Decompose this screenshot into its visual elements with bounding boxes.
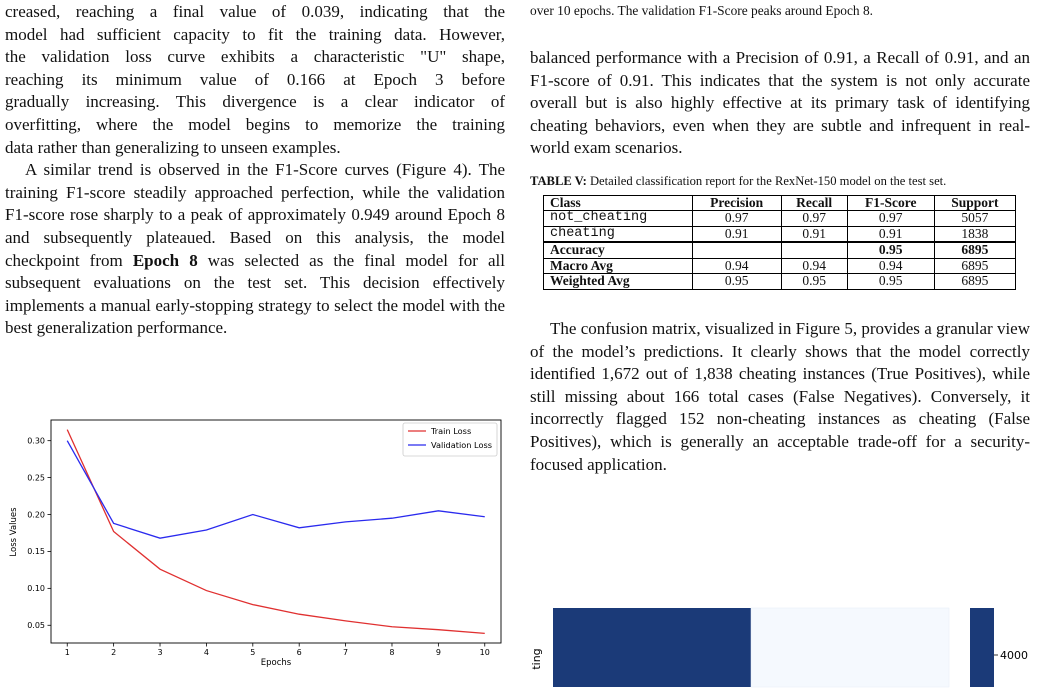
cell-support: 6895: [934, 258, 1015, 274]
figure-caption-fragment: over 10 epochs. The validation F1-Score peaks around Epoch 8.: [530, 3, 873, 18]
cell-precision: 0.95: [692, 274, 781, 290]
x-tick-label: 9: [435, 648, 441, 657]
cell-class: Accuracy: [544, 242, 693, 258]
left-paragraph-1: [5, 0, 505, 159]
right-column: [530, 0, 1030, 670]
y-tick-label: 0.10: [27, 584, 45, 594]
header-class: Class: [544, 195, 693, 211]
cell-support: 6895: [934, 274, 1015, 290]
y-tick-label: 0.20: [27, 510, 45, 520]
y-axis-label: Loss Values: [9, 507, 19, 557]
y-tick-label: 0.15: [27, 547, 45, 557]
left-paragraph-1-line: model had sufficient capacity to fit the training data. However,: [5, 24, 505, 44]
x-tick-label: 8: [389, 648, 395, 657]
table-row: [544, 274, 1016, 290]
cell-support: 1838: [934, 226, 1015, 242]
confusion-matrix-figure: [530, 604, 1050, 687]
header-f1-score: F1-Score: [847, 195, 934, 211]
cell-precision: 0.94: [692, 258, 781, 274]
cm-cell-true-negative: [553, 608, 751, 687]
cell-class: Weighted Avg: [544, 274, 693, 290]
cell-precision: 0.91: [692, 226, 781, 242]
table-row: [544, 258, 1016, 274]
loss-chart-svg: [5, 394, 505, 670]
right-paragraph-2: The confusion matrix, visualized in Figure 5, provides a granular view of the model’s predictions. It clearly shows that the model correctly identified 1,672 out of 1,838 cheating instances (True Positives), while still missing about 166 total cases (False Negatives). Conversely, it incorrectly flagged 152 non-cheating instances as cheating (False Positives), which is generally an acceptable trade-off for a security-focused application.: [530, 318, 1030, 474]
classification-report-table: [543, 195, 1016, 290]
confusion-matrix-svg: [530, 604, 1050, 687]
legend-label-train-loss: Train Loss: [431, 426, 472, 436]
y-tick-label: 0.05: [27, 621, 45, 631]
cell-class: cheating: [544, 226, 693, 242]
cm-cell-false-positive: [751, 608, 949, 687]
header-recall: Recall: [781, 195, 847, 211]
y-tick-label: 0.30: [27, 436, 45, 446]
right-paragraph-1: balanced performance with a Precision of 0.91, a Recall of 0.91, and an F1-score of 0.91. This indicates that the system is not only accurate overall but is also highly effective at its primary task of identifying cheating behaviors, even when they are subtle and infrequent in real-world exam scenarios.: [530, 48, 1030, 158]
left-paragraph-1-line: the validation loss curve exhibits a characteristic "U" shape,: [5, 47, 505, 67]
x-tick-label: 6: [296, 648, 302, 657]
cell-f1: 0.97: [847, 211, 934, 227]
table-header-row: [544, 195, 1016, 211]
left-paragraph-2: [5, 159, 505, 340]
table-row: [544, 211, 1016, 227]
x-tick-label: 7: [343, 648, 349, 657]
cm-y-axis-label-fragment: ting: [530, 648, 543, 670]
x-tick-label: 5: [250, 648, 256, 657]
x-tick-label: 4: [203, 648, 209, 657]
cell-class: not_cheating: [544, 211, 693, 227]
chart-legend: [403, 423, 497, 456]
header-support: Support: [934, 195, 1015, 211]
x-axis-ticks: [65, 643, 490, 657]
x-tick-label: 10: [479, 648, 490, 657]
cell-f1: 0.94: [847, 258, 934, 274]
series-lines: [67, 430, 485, 634]
left-paragraph-1-line: overfitting, where the model begins to memorize the training: [5, 114, 505, 134]
cell-recall: 0.95: [781, 274, 847, 290]
table-row: [544, 226, 1016, 242]
left-paragraph-1-line: creased, reaching a final value of 0.039, indicating that the: [5, 2, 505, 21]
x-tick-label: 1: [64, 648, 70, 657]
y-tick-label: 0.25: [27, 473, 45, 483]
y-axis-ticks: [27, 436, 51, 630]
cell-support: 5057: [934, 211, 1015, 227]
table-caption: [530, 174, 1030, 189]
table-caption-text: Detailed classification report for the RexNet-150 model on the test set.: [586, 173, 947, 188]
x-tick-label: 2: [111, 648, 117, 657]
left-paragraph-1-line: data rather than generalizing to unseen examples.: [5, 137, 341, 157]
left-paragraph-2-start: A similar trend is observed in the F1-Score curves (Figure 4). The training F1-score steadily approached perfection, while the validation F1-score rose sharply to a peak of approximately 0.949 around Epoch 8 and subsequently plateaued. Based on this analysis, the model checkpoint from: [5, 160, 505, 270]
cell-f1: 0.95: [847, 242, 934, 258]
cell-f1: 0.91: [847, 226, 934, 242]
cell-recall: [781, 242, 847, 258]
header-precision: Precision: [692, 195, 781, 211]
left-paragraph-2-end: was selected as the final model for all subsequent evaluations on the test set. This decision effectively implements a manual early-stopping strategy to select the model with the best generalization performance.: [5, 250, 505, 338]
x-tick-label: 3: [157, 648, 163, 657]
left-paragraph-1-line: reaching its minimum value of 0.166 at Epoch 3 before: [5, 69, 505, 89]
legend-label-validation-loss: Validation Loss: [431, 440, 492, 450]
cm-colorbar: [970, 608, 994, 687]
cell-recall: 0.94: [781, 258, 847, 274]
left-column: [5, 0, 505, 668]
left-paragraph-1-line: gradually increasing. This divergence is a clear indicator of: [5, 92, 505, 112]
table-row: [544, 242, 1016, 258]
left-paragraph-2-bold: Epoch 8: [132, 250, 198, 270]
cell-precision: [692, 242, 781, 258]
cell-precision: 0.97: [692, 211, 781, 227]
loss-chart: [5, 394, 505, 670]
x-axis-label: Epochs: [260, 658, 292, 668]
cell-recall: 0.91: [781, 226, 847, 242]
cell-recall: 0.97: [781, 211, 847, 227]
cell-support: 6895: [934, 242, 1015, 258]
table-caption-label: TABLE V:: [530, 173, 587, 188]
cell-f1: 0.95: [847, 274, 934, 290]
series-line-train-loss: [67, 430, 485, 634]
cell-class: Macro Avg: [544, 258, 693, 274]
colorbar-tick-label: 4000: [1000, 649, 1028, 662]
